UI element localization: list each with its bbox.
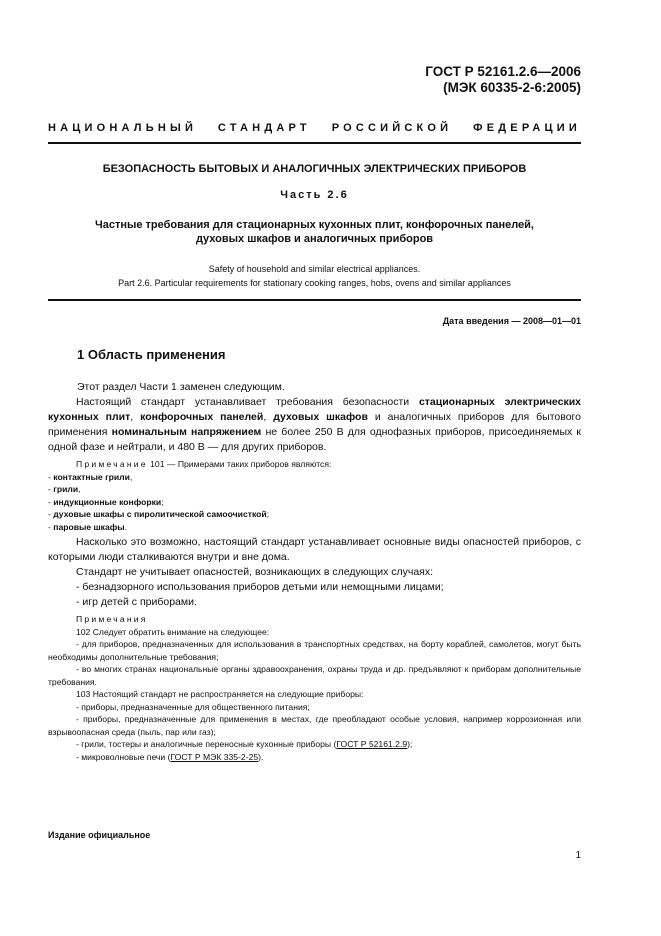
note-103-item: - микроволновые печи (ГОСТ Р МЭК 335-2-25). xyxy=(76,751,264,762)
english-title-line-1: Safety of household and similar electrical appliances. xyxy=(208,264,421,274)
english-title-line-2: Part 2.6. Particular requirements for stationary cooking ranges, hobs, ovens and similar appliances xyxy=(118,278,511,288)
national-standard-banner: НАЦИОНАЛЬНЫЙ СТАНДАРТ РОССИЙСКОЙ ФЕДЕРАЦИИ xyxy=(48,122,581,134)
header-rule xyxy=(48,142,581,144)
list-item: - контактные грили, xyxy=(48,471,133,482)
exclusions-list xyxy=(48,580,581,610)
paragraph-exclusions: Стандарт не учитывает опасностей, возникающих в следующих случаях: - безнадзорного использования приборов детьми или немощными лицами; - игр детей с приборами. xyxy=(48,565,581,610)
standard-code xyxy=(425,64,581,96)
note-102: 102 Следует обратить внимание на следующее: xyxy=(76,626,270,637)
list-item: - грили, xyxy=(48,484,81,494)
paragraph-replacement: Этот раздел Части 1 заменен следующим. xyxy=(77,381,285,393)
subtitle-line-2: духовых шкафов и аналогичных приборов xyxy=(195,233,434,245)
note-103: 103 Настоящий стандарт не распространяется на следующие приборы: xyxy=(76,689,364,699)
title-rule xyxy=(48,299,581,301)
introduction-date: Дата введения — 2008—01—01 xyxy=(442,316,581,326)
document-title: БЕЗОПАСНОСТЬ БЫТОВЫХ И АНАЛОГИЧНЫХ ЭЛЕКТРИЧЕСКИХ ПРИБОРОВ xyxy=(102,163,527,175)
section-title: 1 Область применения xyxy=(77,347,226,362)
list-item: - индукционные конфорки; xyxy=(48,496,164,507)
list-item: - паровые шкафы. xyxy=(48,521,128,532)
term-hobs: конфорочных панелей xyxy=(140,411,264,423)
list-item: - духовые шкафы с пиролитической самоочисткой; xyxy=(48,509,270,519)
note-101: Примечание 101 — Примерами таких приборов являются: - контактные грили, - грили, - индукционные конфорки; - духовые шкафы с пиролитической самоочисткой; - паровые шкафы. xyxy=(48,458,581,533)
notes-102-103 xyxy=(48,613,581,763)
document-subtitle xyxy=(48,218,581,246)
term-ovens: духовых шкафов xyxy=(273,411,368,423)
gost-number: ГОСТ Р 52161.2.6—2006 xyxy=(425,64,581,79)
note-103-item: - приборы, предназначенные для применения в местах, где преобладают особые условия, например коррозионная или взрывоопасная среда (пыль, пар или газ); xyxy=(48,714,581,737)
gost-iec-335-2-25-link[interactable]: ГОСТ Р МЭК 335-2-25 xyxy=(170,751,259,762)
term-cooking-ranges: стационарных электрических кухонных плит xyxy=(48,396,582,423)
note-102-item: - для приборов, предназначенных для использования в транспортных средствах, на борту кораблей, самолетов, могут быть необходимы дополнительные требования; xyxy=(48,639,581,662)
paragraph-hazards: Насколько это возможно, настоящий стандарт устанавливает основные виды опасностей приборов, с которыми люди сталкиваются внутри и вне дома. xyxy=(48,536,581,563)
part-number: Часть 2.6 xyxy=(280,189,349,201)
term-rated-voltage: номинальным напряжением xyxy=(111,426,262,438)
official-edition-label: Издание официальное xyxy=(48,830,151,840)
page-number: 1 xyxy=(575,850,581,861)
iec-number: (МЭК 60335-2-6:2005) xyxy=(443,80,581,95)
paragraph-scope: Настоящий стандарт устанавливает требования безопасности стационарных электрических кухонных плит, конфорочных панелей, духовых шкафов и аналогичных приборов для бытового применения номинальным напряжением не более 250 В для однофазных приборов, присоединяемых к одной фазе и нейтрали, и 480 В — для других приборов. xyxy=(48,396,582,453)
subtitle-line-1: Частные требования для стационарных кухонных плит, конфорочных панелей, xyxy=(94,219,534,231)
note-102-item: - во многих странах национальные органы здравоохранения, охраны труда и др. предъявляют к приборам дополнительные требования. xyxy=(48,664,581,687)
gost-52161-2-9-link[interactable]: ГОСТ Р 52161.2.9 xyxy=(336,739,408,749)
appliance-examples-list xyxy=(48,471,581,534)
notes-label: Примечания xyxy=(76,614,148,624)
list-item: - безнадзорного использования приборов детьми или немощными лицами; xyxy=(76,581,444,593)
list-item: - игр детей с приборами. xyxy=(76,596,197,608)
note-103-item: - грили, тостеры и аналогичные переносные кухонные приборы (ГОСТ Р 52161.2.9); xyxy=(76,739,413,749)
note-label: Примечание xyxy=(76,459,148,469)
note-103-item: - приборы, предназначенные для общественного питания; xyxy=(76,701,310,712)
english-title xyxy=(48,262,581,290)
